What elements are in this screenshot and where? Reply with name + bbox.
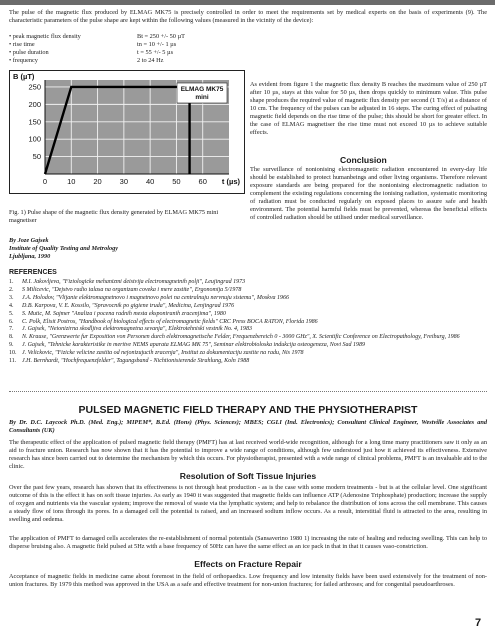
reference-number: 9.: [9, 342, 14, 349]
reference-item: [9, 358, 487, 366]
top-rule: [0, 0, 495, 5]
spec-label: • rise time: [9, 41, 35, 48]
soft-tissue-paragraph-2: The application of PMFT to damaged cells accelerates the re-establishment of normal potentials (Sansaverino 1980 1) increasing the rate of healing and reducing swelling. This can help to disperse bruising also. A magnetic field pulsed at 5Hz with a base frequency of 50Hz can have the same effect as an ice pack in that in that it causes vaso-constriction.: [9, 535, 487, 550]
x-tick-label: 0: [42, 177, 48, 186]
reference-number: 11.: [9, 358, 17, 365]
article-title: PULSED MAGNETIC FIELD THERAPY AND THE PHYSIOTHERAPIST: [78, 404, 418, 416]
spec-row: [9, 41, 239, 49]
spec-label: • peak magnetic flux density: [9, 33, 81, 40]
reference-text: C. Polk, Elisit Postros, "Handbook of biological effects of electromagnetic fields" CRC Press BOCA RATON, Florida 1986: [22, 318, 318, 325]
reference-number: 5.: [9, 310, 14, 317]
references-list: [9, 279, 487, 366]
spec-value: 2 to 24 Hz: [137, 57, 164, 64]
references-heading: REFERENCES: [9, 269, 57, 276]
reference-item: [9, 303, 487, 311]
reference-text: N. Krause, "Grenzwerte fur Exposition von Personen durch elektromagnetische Felder, Frequenzbereich 0 - 3000 GHz", X. Scientific Conference on Electropathology, Freiburg, 1986: [22, 334, 460, 341]
conclusion-heading: Conclusion: [340, 155, 387, 165]
figure-caption: Fig. 1) Pulse shape of the magnetic flux density generated by ELMAG MK75 mini magnetiser: [9, 209, 219, 225]
y-axis-label: B (µT): [13, 72, 35, 81]
spec-value: Bt = 250 +/- 50 µT: [137, 33, 185, 40]
reference-number: 7.: [9, 326, 14, 333]
reference-text: J. Gajsek, "Neionizirna skodljiva elektromagnetna sevanja", Elektrotehniski vestnik No. 4, 1983: [22, 326, 253, 333]
legend-label: ELMAG MK75: [180, 86, 224, 93]
reference-text: J. Gajsek, "Tehnicke karakteristike in meritve NEMS aparata ELMAG MK 75", Seminar elektrobioloska indukcija osteogeneza, Novi Sad 1989: [22, 342, 366, 349]
author-city: Ljubljana, 1990: [9, 253, 51, 260]
spec-list: [9, 33, 239, 67]
reference-number: 6.: [9, 318, 14, 325]
y-tick-label: 200: [28, 99, 41, 109]
article-byline: By Dr. D.C. Laycock Ph.D. (Med. Eng.); MIPEM*, B.Ed. (Hons) (Phys. Sciences); MBES; CGLI (Ind. Electronics); Consultant Clinical Engineer, Westville Associates and Consultants (UK): [9, 419, 487, 434]
article-intro-paragraph: The therapeutic effect of the application of pulsed magnetic field therapy (PMFT) has at last received world-wide recognition, although for a long time many practitioners saw it only as an aid to fracture union. Research has now shown that it has the potential to improve a wide range of conditions, although few understood just how it achieved its effectiveness. Extensive research has since been carried out to determine the mechanism by which this occurs. For physiotherapist, presented with a wide range of clinical problems, PMFT is an invaluable aid to the clinic.: [9, 439, 487, 470]
reference-item: [9, 279, 487, 287]
reference-item: [9, 287, 487, 295]
x-tick-label: 10: [67, 177, 76, 186]
soft-tissue-heading: Resolution of Soft Tissue Injuries: [179, 471, 317, 481]
reference-number: 3.: [9, 294, 14, 301]
spec-label: • pulse duration: [9, 49, 49, 56]
x-tick-label: 50: [172, 177, 181, 186]
spec-label: • frequency: [9, 57, 38, 64]
reference-item: [9, 311, 487, 319]
reference-number: 10.: [9, 350, 17, 357]
x-tick-label: 30: [119, 177, 129, 186]
fracture-repair-heading: Effects on Fracture Repair: [194, 559, 302, 569]
reference-text: J. Velickovic, "Fizicke velicine zastita od nejonizujucih zracenja", Institut za dokumentaciju zastite na radu, Nis 1978: [22, 350, 304, 357]
reference-text: S Milicevic, "Dejstvo radio talasa na organizam coveka i mere zastite", Ergonomija 5/1978: [22, 286, 242, 293]
y-tick-label: 150: [28, 117, 41, 127]
reference-text: S. Mutic, M. Sajmer "Analiza i pocena radnih mesta eksponiranih zracenjima", 1980: [22, 310, 226, 317]
reference-text: M.I. Jakovljeva, "Fiziologicke mehanizmi deistvija electromagnetnih polji", Leujingrad 1973: [22, 279, 246, 285]
legend-label: mini: [195, 94, 209, 101]
figure-description-paragraph: As evident from figure 1 the magnetic flux density B reaches the maximum value of 250 µT after 10 µs, stays at this value for 50 µs, then drops quickly to minimum value. This pulse shape produces the required value of magnetic flux density per second (1 T/s) at a distance of 10 cm. The frequency of the pulses can be adjusted in 16 steps. The curing effect of pulsating magnetic field depends on the rise time of the pulse; this should be short for greater effect. In the case of ELMAG magnetiser the rise time must not exceed 10 µs to achieve suitable effects.: [250, 81, 487, 136]
reference-item: [9, 295, 487, 303]
soft-tissue-paragraph-1: Over the past few years, research has shown that its effectiveness is not through heat production - as is the case with some modern treatments - but is at the cellular level. One significant outcome of this is the effect it has on soft tissue injuries. As early as 1940 it was suggested that magnetic fields can influence ATP (Adenosine Triphosphate) production; increase the supply of oxygen and nutrients via the vascular system; improve the removal of waste via the lymphatic system; and help to rebalance the distribution of ions across the cell membrane. This causes a steady flow of ions through its pores. In a damaged cell the potential is raised, and an increased sodium inflow occurs. As a result, interstitial fluid is attracted to the area, resulting in swelling and oedema.: [9, 484, 487, 523]
spec-row: [9, 49, 239, 57]
y-tick-label: 50: [32, 152, 41, 162]
reference-number: 8.: [9, 334, 14, 341]
x-axis-label: t (µs): [221, 177, 240, 186]
intro-paragraph: The pulse of the magnetic flux produced by ELMAG MK75 is precisely controlled in order to meet the requirements set by medical experts on the basis of experiments (9). The characteristic parameters of the pulse shape are kept within the following values (measured in the vicinity of the device):: [9, 9, 487, 24]
reference-item: [9, 334, 487, 342]
spec-value: tn = 10 +/- 1 µs: [137, 41, 177, 48]
y-tick-label: 100: [28, 134, 41, 144]
author-name: By Joze Gajsek: [9, 237, 49, 244]
x-tick-label: 40: [145, 177, 155, 186]
spec-row: [9, 57, 239, 65]
reference-text: J.H. Bernhardt, "Hochfrequenzfelder", Tagungsband - Nichtionisierende Strahlung, Koln 1988: [22, 358, 250, 365]
author-block: [9, 237, 118, 261]
x-tick-label: 60: [198, 177, 207, 186]
reference-item: [9, 350, 487, 358]
x-tick-label: 20: [93, 177, 102, 186]
reference-text: J.A. Holodov, "Vlijanie elektromagnetnovo i magnetnovo polei na centralnuju nervnuju sistemu", Moskva 1966: [22, 294, 289, 301]
author-institute: Institute of Quality Testing and Metrology: [9, 245, 119, 252]
reference-number: 1.: [9, 279, 14, 285]
page-number: 7: [475, 617, 482, 629]
reference-number: 2.: [9, 286, 14, 293]
fracture-repair-paragraph: Acceptance of magnetic fields in medicine came about foremost in the field of orthopaedics. Low frequency and low intensity fields have been used extensively for the treatment of non-union fractures. By 1979 this method was approved in the USA as a safe and effective treatment for non-union fractures; for failed arthroses; and for congenital pseudoarthroses.: [9, 573, 487, 588]
section-divider: [9, 391, 487, 392]
y-tick-label: 250: [28, 82, 41, 92]
reference-text: D.B. Karpova, V. E. Kossilo, "Spravocnik po gigiene truda", Medicina, Lenjingrad 1976: [22, 302, 235, 309]
reference-number: 4.: [9, 302, 14, 309]
spec-row: [9, 33, 239, 41]
pulse-shape-chart: [9, 70, 245, 194]
reference-item: [9, 342, 487, 350]
spec-value: t = 55 +/- 5 µs: [137, 49, 174, 56]
conclusion-paragraph: The surveillance of nonionising electromagnetic radiation encountered in every-day life should be established to protect humanbeings and other living organisms. Therefore relevant exposure standards are being prepared for the nonionising electromagnetic radiation to complement the existing regulations concerning the ionising radiation, systematic monitoring of radiation must be conducted regularly on exposed places to assure safe and health environment. The potential harmful fields must be prevented, whereas the beneficial effects of controlled radiation should be utilised under medical surveillance.: [250, 166, 487, 221]
